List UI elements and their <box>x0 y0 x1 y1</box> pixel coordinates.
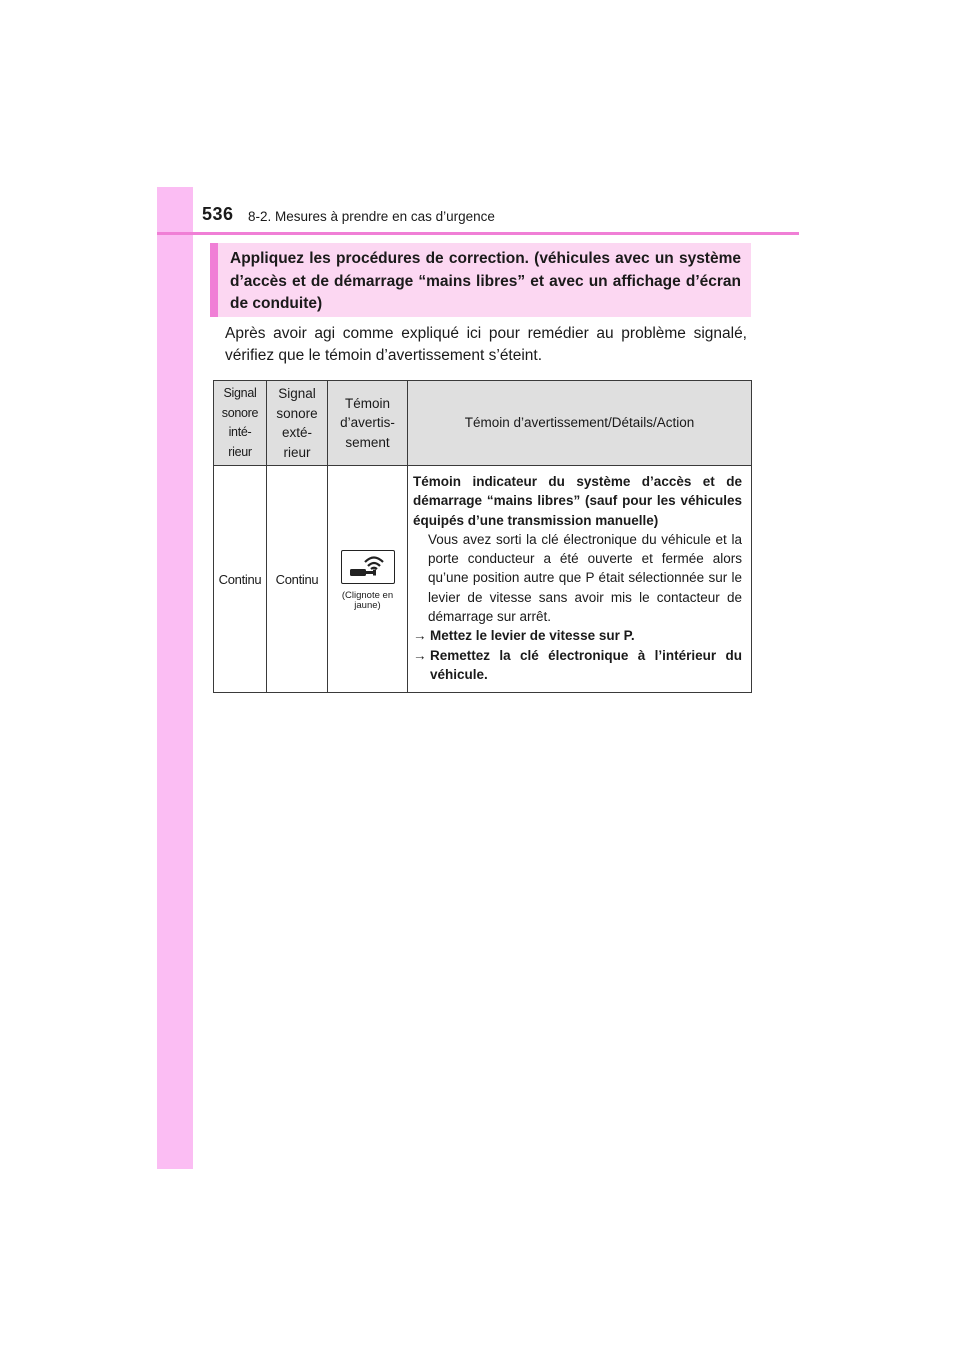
arrow-icon: → <box>413 628 427 644</box>
intro-paragraph: Après avoir agi comme expliqué ici pour remédier au problème signalé, vérifiez que le témoin d’avertissement s’éteint. <box>225 325 747 364</box>
smart-key-wave-icon <box>341 550 395 584</box>
procedure-callout: Appliquez les procédures de correction. (véhicules avec un système d’accès et de démarrage “mains libres” et avec un affichage d’écran de conduite) <box>210 243 751 317</box>
icon-caption: (Clignote en jaune) <box>341 589 394 611</box>
header-line: sonore <box>221 405 259 420</box>
header-rule <box>157 232 799 235</box>
header-line: rieur <box>283 444 311 460</box>
page-number: 536 <box>202 204 234 224</box>
table-row <box>214 466 752 693</box>
header-details: Témoin d’avertissement/Détails/Action <box>408 381 752 466</box>
header-line: d’avertis- <box>340 415 395 431</box>
warning-table <box>213 380 752 693</box>
details-description: Vous avez sorti la clé électronique du véhicule et la porte conducteur a été ouverte et fermée alors qu’une position autre que P était sélectionnée sur le levier de vitesse sans avoir mis le contacteur de démarrage sur arrêt. <box>428 531 742 625</box>
header-interior-buzzer <box>214 381 267 466</box>
header-line: Témoin <box>344 395 390 411</box>
header-line: sement <box>345 434 390 450</box>
header-line: inté- <box>228 425 252 439</box>
details-cell <box>408 466 752 693</box>
action-text: Mettez le levier de vitesse sur P. <box>430 628 635 644</box>
header-line: Signal <box>278 386 316 401</box>
header-line: Signal <box>223 386 257 400</box>
action-text: Remettez la clé électronique à l’intérieur du véhicule. <box>430 647 742 682</box>
header-line: sonore <box>276 405 318 421</box>
header-line: rieur <box>228 444 252 459</box>
header-exterior-buzzer <box>267 381 328 466</box>
section-title: 8-2. Mesures à prendre en cas d’urgence <box>248 209 495 224</box>
action-item <box>413 646 742 685</box>
action-item <box>413 626 742 645</box>
header-warning-light <box>328 381 408 466</box>
header-line: exté- <box>281 425 312 440</box>
arrow-icon: → <box>413 647 427 663</box>
side-color-band <box>157 187 193 1169</box>
details-title: Témoin indicateur du système d’accès et de démarrage “mains libres” (sauf pour les véhicules équipés d’une transmission manuelle) <box>413 474 742 528</box>
table-header-row <box>214 381 752 466</box>
interior-buzzer-cell: Continu <box>214 466 267 693</box>
warning-light-cell <box>328 466 408 693</box>
exterior-buzzer-cell: Continu <box>267 466 328 693</box>
